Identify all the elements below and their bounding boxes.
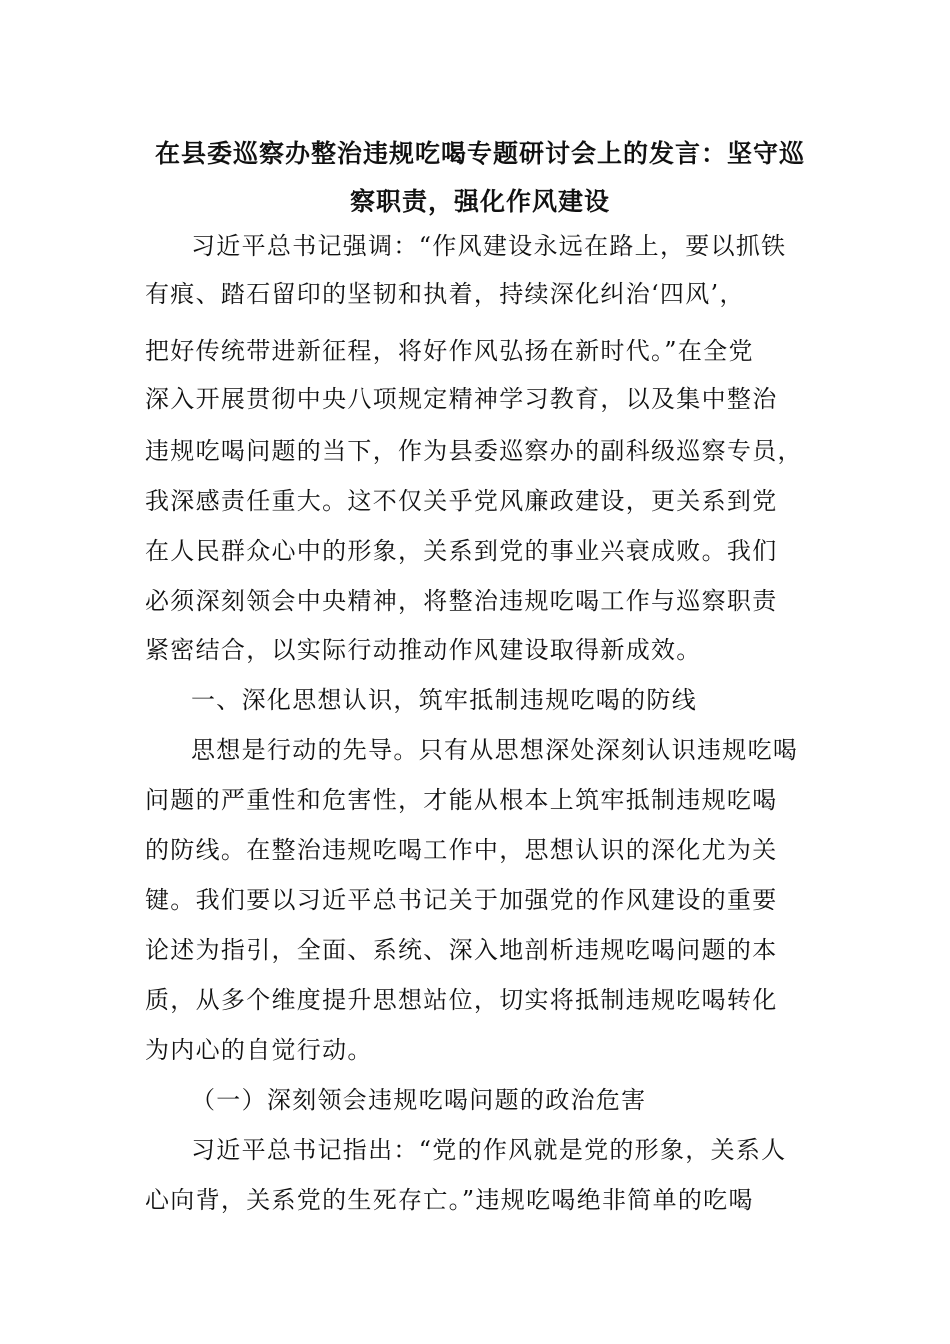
paragraph-line: 违规吃喝问题的当下，作为县委巡察办的副科级巡察专员， [145, 437, 803, 465]
paragraph-line: 问题的严重性和危害性，才能从根本上筑牢抵制违规吃喝 [145, 786, 778, 814]
paragraph-line: 论述为指引，全面、系统、深入地剖析违规吃喝问题的本 [145, 936, 778, 964]
paragraph-line: 必须深刻领会中央精神，将整治违规吃喝工作与巡察职责 [145, 587, 778, 615]
paragraph-line: 质，从多个维度提升思想站位，切实将抵制违规吃喝转化 [145, 986, 778, 1014]
paragraph-line: 为内心的自觉行动。 [145, 1036, 373, 1064]
paragraph-line: 键。我们要以习近平总书记关于加强党的作风建设的重要 [145, 886, 778, 914]
section-heading: 一、深化思想认识，筑牢抵制违规吃喝的防线 [191, 686, 697, 714]
paragraph-line: 思想是行动的先导。只有从思想深处深刻认识违规吃喝 [191, 736, 799, 764]
document-title-line-2: 察职责，强化作风建设 [349, 187, 610, 216]
subsection-heading: （一）深刻领会违规吃喝问题的政治危害 [191, 1086, 647, 1114]
paragraph-line: 在人民群众心中的形象，关系到党的事业兴衰成败。我们 [145, 537, 778, 565]
paragraph-line: 紧密结合，以实际行动推动作风建设取得新成效。 [145, 636, 702, 664]
paragraph-line: 心向背，关系党的生死存亡。”违规吃喝绝非简单的吃喝 [145, 1186, 754, 1214]
paragraph-line: 我深感责任重大。这不仅关乎党风廉政建设，更关系到党 [145, 487, 778, 515]
paragraph-line: 习近平总书记指出：“党的作风就是党的形象，关系人 [191, 1136, 787, 1164]
paragraph-line: 的防线。在整治违规吃喝工作中，思想认识的深化尤为关 [145, 836, 778, 864]
paragraph-line: 习近平总书记强调：“作风建设永远在路上，要以抓铁 [191, 232, 787, 260]
document-title-line-1: 在县委巡察办整治违规吃喝专题研讨会上的发言：坚守巡 [154, 139, 805, 168]
paragraph-line: 深入开展贯彻中央八项规定精神学习教育，以及集中整治 [145, 385, 778, 413]
paragraph-line: 把好传统带进新征程，将好作风弘扬在新时代。”在全党 [145, 337, 754, 365]
paragraph-line: 有痕、踏石留印的坚韧和执着，持续深化纠治‘四风’， [145, 280, 745, 308]
